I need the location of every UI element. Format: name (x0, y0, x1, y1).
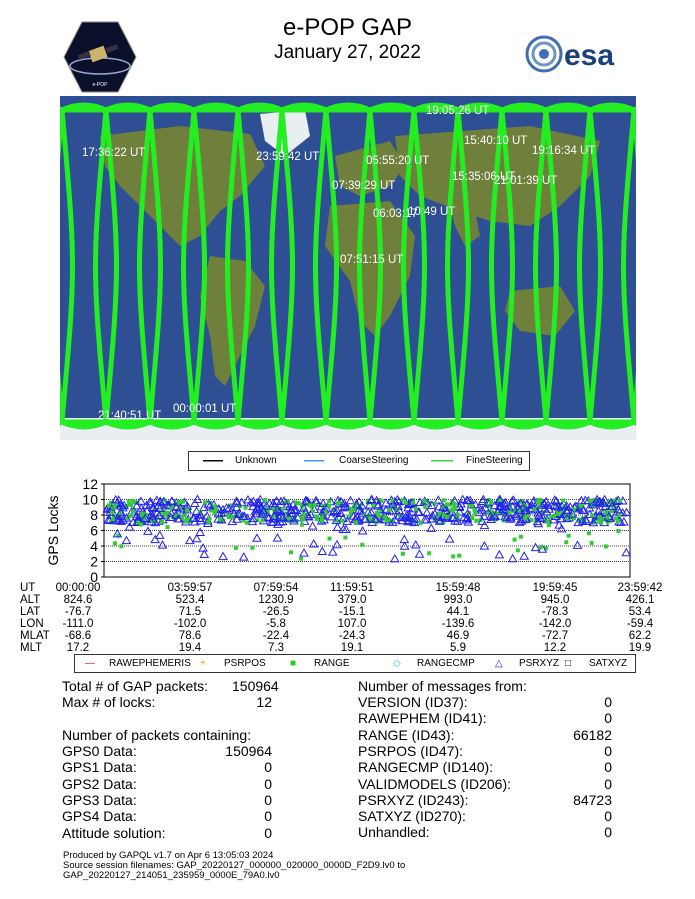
ephem-row-label: LON (20, 618, 44, 630)
range-point (218, 517, 222, 521)
map-time-label: 07:51:15 UT (340, 254, 404, 266)
ephem-row-label: MLAT (20, 630, 50, 642)
range-point (604, 544, 608, 548)
ephem-cell: 62.2 (628, 630, 652, 642)
range-point (445, 515, 449, 519)
range-point (129, 514, 133, 518)
ephem-row-label: UT (20, 582, 36, 594)
y-tick-label: 10 (82, 491, 98, 508)
legend-symbol: — (85, 658, 95, 669)
range-point (165, 511, 169, 515)
max-locks-label: Max # of locks: (62, 694, 156, 710)
packet-type-label: GPS2 Data: (62, 775, 137, 792)
ephem-cell: 53.4 (628, 606, 652, 618)
ephem-cell: 78.6 (178, 630, 202, 642)
svg-text:e-POP: e-POP (92, 82, 108, 88)
map-time-label: 15:35:06 UT (452, 171, 516, 183)
range-point (302, 512, 306, 516)
message-type-value: 66182 (573, 726, 612, 743)
map-time-label: 23:59:42 UT (256, 151, 320, 163)
range-point (300, 523, 304, 527)
range-point (360, 543, 364, 547)
range-point (387, 508, 391, 512)
legend-line-coarse (304, 460, 324, 462)
ephemeris-table (20, 582, 680, 652)
range-point (111, 517, 115, 521)
range-point (127, 500, 131, 504)
range-point (590, 541, 594, 545)
range-point (180, 500, 184, 504)
ephem-cell: -26.5 (262, 606, 290, 618)
ephem-cell: 00:00:00 (55, 582, 101, 594)
message-type-label: VERSION (ID37): (358, 694, 468, 710)
range-point (311, 509, 315, 513)
range-point (213, 510, 217, 514)
containing-label: Number of packets containing: (62, 727, 252, 743)
page-title: e-POP GAP (283, 14, 412, 41)
range-point (404, 501, 408, 505)
range-point (472, 508, 476, 512)
range-point (343, 535, 347, 539)
ephem-cell: 19.4 (178, 642, 202, 654)
ephem-cell: 19.9 (628, 642, 652, 654)
map-time-label: 06:03:17 (373, 208, 418, 220)
range-point (352, 508, 356, 512)
message-type-value: 0 (604, 759, 612, 776)
range-point (546, 520, 550, 524)
message-type-label: RAWEPHEM (ID41): (358, 710, 487, 727)
total-packets-value: 150964 (232, 678, 279, 694)
ephem-cell: 993.0 (443, 594, 473, 606)
ephem-cell: 426.1 (625, 594, 655, 606)
legend-label-fine: FineSteering (466, 455, 523, 466)
range-point (260, 518, 264, 522)
range-point (328, 537, 332, 541)
ephem-cell: 7.3 (268, 642, 284, 654)
ephem-cell: -15.1 (338, 606, 366, 618)
footer-source: Source session filenames: GAP_20220127_000000_020000_0000D_F2D9.lv0 to (63, 860, 406, 871)
range-point (136, 521, 140, 525)
range-point (423, 505, 427, 509)
range-point (616, 519, 620, 523)
packet-type-label: Attitude solution: (62, 824, 166, 841)
message-type-value: 84723 (573, 791, 612, 808)
range-point (336, 501, 340, 505)
packet-type-label: GPS0 Data: (62, 743, 137, 759)
range-point (552, 514, 556, 518)
ephem-row-label: LAT (20, 606, 41, 618)
message-type-value: 0 (604, 742, 612, 759)
range-point (313, 503, 317, 507)
packet-type-label: GPS1 Data: (62, 759, 137, 776)
packet-type-value: 0 (264, 791, 272, 808)
range-point (547, 523, 551, 527)
y-tick-label: 2 (90, 553, 98, 570)
range-point (519, 535, 523, 539)
map-time-label: 15:40:10 UT (464, 135, 528, 147)
range-point (489, 500, 493, 504)
range-point (301, 518, 305, 522)
range-point (617, 513, 621, 517)
range-point (308, 503, 312, 507)
packet-type-label: GPS3 Data: (62, 791, 137, 808)
range-point (451, 554, 455, 558)
ephem-cell: -78.3 (541, 606, 569, 618)
message-type-value: 0 (604, 824, 612, 841)
range-point (129, 503, 133, 507)
packet-type-value: 150964 (225, 743, 272, 759)
y-tick-label: 0 (90, 569, 98, 585)
range-point (371, 504, 375, 508)
range-point (321, 504, 325, 508)
ephem-cell: -22.4 (262, 630, 290, 642)
gps-locks-chart (40, 478, 660, 588)
ephem-cell: -76.7 (64, 606, 92, 618)
packet-type-value: 0 (264, 808, 272, 825)
packet-type-value: 0 (264, 759, 272, 776)
range-point (605, 516, 609, 520)
message-type-value: 0 (604, 775, 612, 792)
range-point (299, 557, 303, 561)
ephem-cell: 19.1 (340, 642, 364, 654)
range-point (131, 509, 135, 513)
range-point (383, 515, 387, 519)
range-point (597, 519, 601, 523)
ephem-cell: 5.9 (450, 642, 466, 654)
range-point (110, 510, 114, 514)
message-type-label: PSRPOS (ID47): (358, 742, 464, 759)
range-point (297, 501, 301, 505)
ephem-cell: 23:59:42 (617, 582, 663, 594)
legend-symbol: □ (565, 658, 572, 669)
ephem-cell: 379.0 (337, 594, 367, 606)
message-type-value: 0 (604, 710, 612, 727)
ephem-cell: -5.8 (266, 618, 286, 630)
ephem-cell: -72.7 (541, 630, 569, 642)
y-tick-label: 6 (90, 522, 98, 539)
map-time-label: 07:39:29 UT (332, 180, 396, 192)
range-point (411, 501, 415, 505)
footer-produced: Produced by GAPQL v1.7 on Apr 6 13:05:03 2024 (63, 850, 274, 861)
ephem-row-label: ALT (20, 594, 41, 606)
svg-text:esa: esa (564, 39, 615, 72)
range-point (590, 513, 594, 517)
footer-source-cont: GAP_20220127_214051_235959_0000E_79A0.lv0 (63, 870, 280, 881)
page-date: January 27, 2022 (274, 42, 421, 63)
message-type-value: 0 (604, 808, 612, 825)
ephem-cell: -139.6 (441, 618, 475, 630)
message-type-label: RANGE (ID43): (358, 726, 455, 743)
legend-symbol: △ (495, 658, 503, 669)
range-point (320, 519, 324, 523)
range-point (289, 550, 293, 554)
footer (63, 851, 405, 881)
range-point (539, 545, 543, 549)
range-point (556, 512, 560, 516)
ephem-cell: 44.1 (446, 606, 470, 618)
map-time-label: 19:16:34 UT (532, 145, 596, 157)
range-point (457, 554, 461, 558)
ephem-cell: 1230.9 (258, 594, 294, 606)
range-point (141, 512, 145, 516)
legend-label: PSRPOS (224, 658, 266, 669)
ephem-cell: 71.5 (178, 606, 202, 618)
map-time-label: 21:01:39 UT (494, 175, 558, 187)
range-point (564, 540, 568, 544)
legend-label-unknown: Unknown (235, 455, 277, 466)
y-tick-label: 4 (90, 538, 98, 554)
range-point (315, 517, 319, 521)
packet-type-label: GPS4 Data: (62, 808, 137, 825)
message-legend (74, 654, 636, 673)
range-point (598, 515, 602, 519)
range-point (450, 508, 454, 512)
ephem-cell: 15:59:48 (435, 582, 481, 594)
range-point (401, 552, 405, 556)
ephem-cell: -24.3 (338, 630, 366, 642)
range-point (281, 507, 285, 511)
esa-logo (524, 34, 634, 74)
range-point (184, 520, 188, 524)
ephem-cell: 523.4 (175, 594, 205, 606)
y-axis-label: GPS Locks (45, 495, 61, 566)
map-time-label: 19:05:26 UT (426, 105, 490, 117)
message-type-label: RANGECMP (ID140): (358, 759, 494, 776)
range-point (567, 534, 571, 538)
map-time-label: 10:49 UT (408, 206, 456, 218)
ephem-cell: -111.0 (62, 618, 94, 630)
ephem-cell: 945.0 (540, 594, 570, 606)
packet-type-value: 0 (264, 824, 272, 841)
range-point (442, 498, 446, 502)
ephem-row-label: MLT (20, 642, 43, 654)
legend-symbol: + (200, 658, 206, 669)
range-point (354, 520, 358, 524)
ephem-cell: -68.6 (64, 630, 92, 642)
ephem-cell: 17.2 (66, 642, 90, 654)
range-point (185, 509, 189, 513)
range-point (263, 498, 267, 502)
ephem-cell: 107.0 (337, 618, 367, 630)
ephem-cell: 12.2 (543, 642, 567, 654)
range-point (418, 521, 422, 525)
range-point (588, 499, 592, 503)
message-type-label: VALIDMODELS (ID206): (358, 775, 512, 792)
legend-label: RANGECMP (417, 658, 475, 669)
range-point (427, 551, 431, 555)
max-locks-value: 12 (256, 694, 272, 710)
range-point (513, 538, 517, 542)
ephem-cell: -102.0 (173, 618, 207, 630)
map-time-label: 05:55:20 UT (366, 155, 430, 167)
range-point (532, 507, 536, 511)
range-point (422, 499, 426, 503)
orbit-map (60, 96, 636, 440)
range-point (456, 512, 460, 516)
message-type-label: PSRXYZ (ID243): (358, 791, 469, 808)
range-point (536, 500, 540, 504)
ephem-cell: 19:59:45 (532, 582, 578, 594)
map-time-label: 00:00:01 UT (173, 403, 237, 415)
range-point (452, 503, 456, 507)
range-point (245, 521, 249, 525)
range-point (508, 511, 512, 515)
range-point (470, 516, 474, 520)
range-point (327, 499, 331, 503)
messages-heading: Number of messages from: (358, 678, 527, 694)
range-point (473, 512, 477, 516)
statistics (62, 678, 682, 843)
range-point (107, 504, 111, 508)
range-point (119, 544, 123, 548)
range-point (113, 541, 117, 545)
range-point (203, 500, 207, 504)
packet-type-value: 0 (264, 775, 272, 792)
map-time-label: 21:40:51 UT (98, 410, 162, 422)
legend-label: RAWEPHEMERIS (109, 658, 191, 669)
message-type-value: 0 (604, 694, 612, 710)
legend-label: PSRXYZ (519, 658, 560, 669)
mission-logo (62, 20, 138, 94)
range-point (327, 504, 331, 508)
y-tick-label: 8 (90, 507, 98, 523)
range-point (112, 505, 116, 509)
legend-symbol: ◇ (393, 658, 401, 669)
range-point (454, 507, 458, 511)
legend-label: RANGE (314, 658, 350, 669)
range-point (414, 507, 418, 511)
range-point (617, 529, 621, 533)
range-point (474, 519, 478, 523)
ephem-cell: 46.9 (446, 630, 470, 642)
range-point (587, 531, 591, 535)
map-time-label: 17:36:22 UT (82, 147, 146, 159)
ephem-cell: 824.6 (63, 594, 93, 606)
legend-label: SATXYZ (589, 658, 628, 669)
total-packets-label: Total # of GAP packets: (62, 678, 209, 694)
range-point (230, 515, 234, 519)
range-point (470, 504, 474, 508)
message-type-label: SATXYZ (ID270): (358, 808, 466, 825)
range-point (561, 499, 565, 503)
legend-line-unknown (203, 460, 223, 462)
range-point (166, 525, 170, 529)
ephem-cell: -59.4 (626, 618, 654, 630)
range-point (516, 548, 520, 552)
range-point (208, 517, 212, 521)
y-tick-label: 12 (82, 478, 98, 492)
range-point (618, 499, 622, 503)
legend-symbol: ■ (290, 658, 297, 669)
legend-label-coarse: CoarseSteering (339, 455, 409, 466)
message-type-label: Unhandled: (358, 824, 430, 841)
ephem-cell: 07:59:54 (253, 582, 299, 594)
ephem-cell: 03:59:57 (167, 582, 213, 594)
track-legend (188, 451, 530, 471)
ephem-cell: -142.0 (538, 618, 572, 630)
range-point (385, 519, 389, 523)
range-point (234, 546, 238, 550)
range-point (160, 520, 164, 524)
range-point (526, 514, 530, 518)
legend-line-fine (431, 460, 453, 462)
ephem-cell: 11:59:51 (330, 582, 374, 594)
range-point (250, 546, 254, 550)
